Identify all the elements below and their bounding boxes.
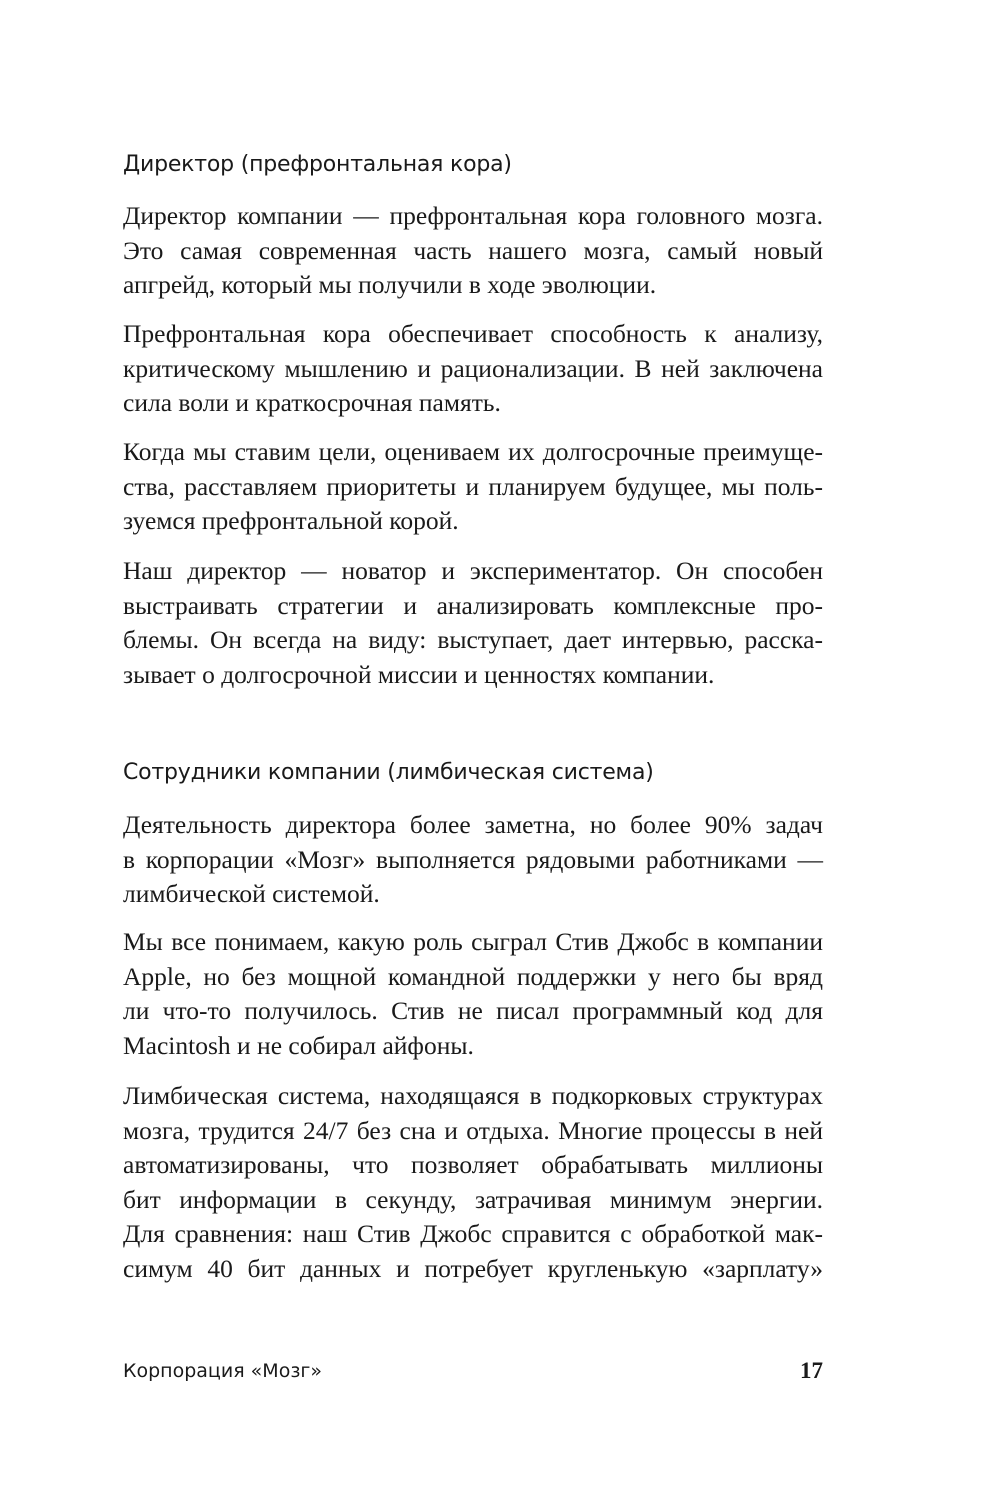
section-heading-employees: Сотрудники компании (лимбическая система): [123, 760, 654, 785]
text-line: бит информации в секунду, затрачивая минимум энергии.: [123, 1184, 823, 1214]
paragraph: [123, 925, 823, 1063]
text-line: зывает о долгосрочной миссии и ценностях компании.: [123, 659, 715, 689]
text-line: выстраивать стратегии и анализировать комплексные про-: [123, 590, 823, 620]
paragraph: [123, 317, 823, 421]
text-line: Префронтальная кора обеспечивает способность к анализу,: [123, 319, 823, 348]
paragraph: [123, 435, 823, 539]
page-footer: [123, 1356, 823, 1386]
text-line: в корпорации «Мозг» выполняется рядовыми работниками —: [123, 844, 823, 874]
text-line: Apple, но без мощной командной поддержки у него бы вряд: [123, 961, 823, 991]
text-line: Когда мы ставим цели, оцениваем их долгосрочные преимуще-: [123, 437, 823, 466]
text-line: лимбической системой.: [123, 879, 380, 908]
running-footer-title: Корпорация «Мозг»: [123, 1360, 323, 1382]
text-line: мозга, трудится 24/7 без сна и отдыха. Многие процессы в ней: [123, 1115, 823, 1145]
text-line: ства, расставляем приоритеты и планируем будущее, мы поль-: [123, 471, 823, 501]
section-heading-director: Директор (префронтальная кора): [123, 152, 512, 177]
text-line: зуемся префронтальной корой.: [123, 506, 459, 535]
text-line: Для сравнения: наш Стив Джобс справится с обработкой мак-: [123, 1219, 823, 1248]
text-line: Лимбическая система, находящаяся в подкорковых структурах: [123, 1081, 823, 1110]
page-number: 17: [800, 1358, 823, 1383]
paragraph: [123, 808, 823, 912]
paragraph: [123, 554, 823, 692]
text-line: Мы все понимаем, какую роль сыграл Стив Джобс в компании: [123, 927, 823, 956]
text-line: ли что-то получилось. Стив не писал программный код для: [123, 996, 823, 1025]
text-line: Деятельность директора более заметна, но более 90% задач: [123, 810, 823, 839]
text-line: сила воли и краткосрочная память.: [123, 388, 501, 417]
paragraph: [123, 199, 823, 303]
text-line: Наш директор — новатор и экспериментатор. Он способен: [123, 556, 823, 585]
text-line: Это самая современная часть нашего мозга, самый новый: [123, 235, 823, 265]
text-line: симум 40 бит данных и потребует кругленькую «зарплату»: [123, 1253, 823, 1283]
paragraph: [123, 1079, 823, 1286]
text-line: автоматизированы, что позволяет обрабатывать миллионы: [123, 1150, 823, 1179]
text-line: Macintosh и не собирал айфоны.: [123, 1030, 474, 1060]
text-line: Директор компании — префронтальная кора головного мозга.: [123, 201, 823, 230]
text-line: блемы. Он всегда на виду: выступает, дает интервью, расска-: [123, 625, 823, 654]
text-line: критическому мышлению и рационализации. В ней заключена: [123, 353, 823, 383]
text-line: апгрейд, который мы получили в ходе эволюции.: [123, 270, 657, 299]
